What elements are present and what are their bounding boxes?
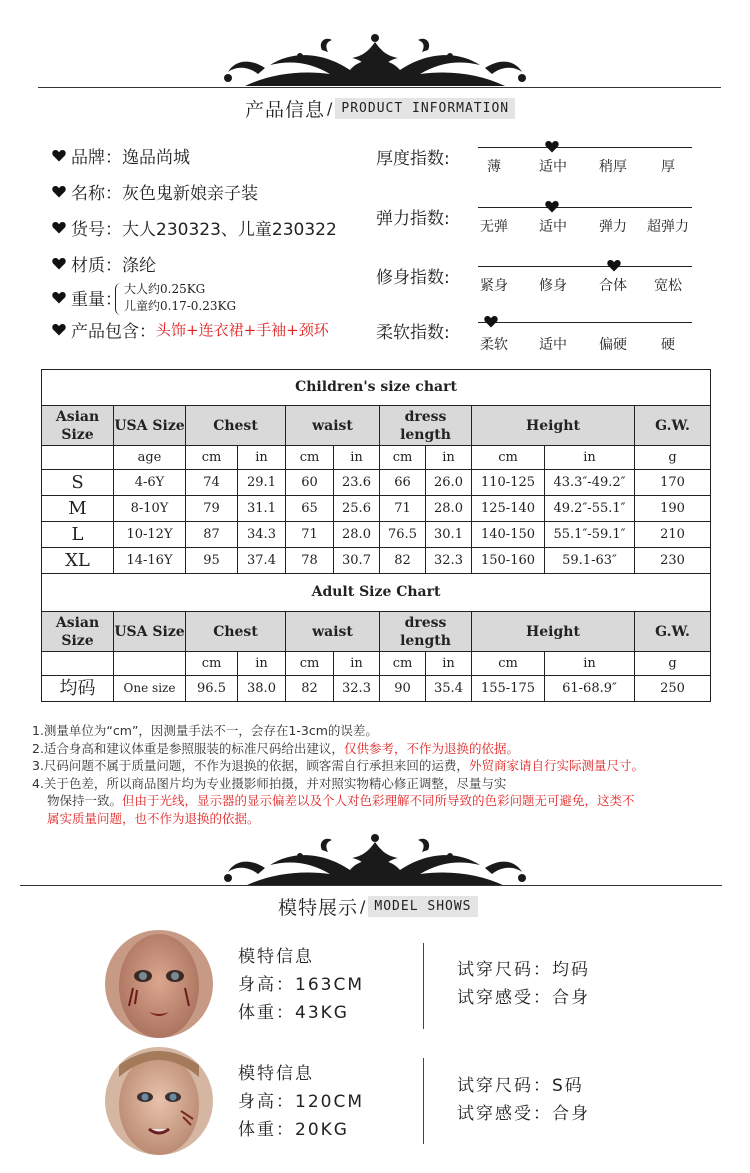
table-row <box>42 470 711 496</box>
elasticity-index-label: 弹力指数: <box>376 209 450 229</box>
table-cell: 38.0 <box>238 676 286 702</box>
fit-index-line <box>478 266 692 267</box>
note-4-red: 但由于光线，显示器的显示偏差以及个人对色彩理解不同所导致的色彩问题无可避免，这类不 <box>122 793 635 808</box>
table-cell: 125-140 <box>472 496 545 522</box>
table-cell: 59.1-63″ <box>545 548 635 574</box>
unit-cell: cm <box>186 652 238 676</box>
unit-cell: in <box>545 446 635 470</box>
table-cell: 8-10Y <box>114 496 186 522</box>
model-2-feel: 试穿感受：合身 <box>457 1104 590 1124</box>
table-cell: 170 <box>635 470 711 496</box>
thickness-option: 适中 <box>539 159 567 175</box>
note-3-red: 外贸商家请自行实际测量尺寸。 <box>468 758 644 773</box>
info-package <box>52 317 329 342</box>
thickness-index-line <box>478 147 692 148</box>
unit-cell: cm <box>286 652 334 676</box>
header-chest: Chest <box>186 612 286 652</box>
table-cell: 155-175 <box>472 676 545 702</box>
header-height: Height <box>472 406 635 446</box>
table-cell: 32.3 <box>334 676 380 702</box>
size-cell: M <box>42 496 114 522</box>
note-2-text: 2.适合身高和建议体重是参照服装的标准尺码给出建议， <box>32 740 344 756</box>
size-cell: L <box>42 522 114 548</box>
unit-cell: g <box>635 446 711 470</box>
softness-index-line <box>478 322 692 323</box>
model-2-info-title: 模特信息 <box>238 1064 314 1084</box>
model-1-height: 身高：163CM <box>238 975 364 995</box>
header-gw: G.W. <box>635 612 711 652</box>
header-asian-size: Asian Size <box>42 406 114 446</box>
thickness-option: 稍厚 <box>599 159 627 175</box>
model-1-info <box>238 943 364 1027</box>
table-cell: 78 <box>286 548 334 574</box>
elasticity-option: 弹力 <box>599 219 627 235</box>
table-cell: 79 <box>186 496 238 522</box>
table-cell: 4-6Y <box>114 470 186 496</box>
table-cell: 76.5 <box>380 522 426 548</box>
adult-units-row <box>42 652 711 676</box>
unit-cell <box>42 652 114 676</box>
table-cell: 65 <box>286 496 334 522</box>
info-sku <box>52 215 337 240</box>
unit-cell: cm <box>380 446 426 470</box>
unit-cell: cm <box>380 652 426 676</box>
elasticity-option: 适中 <box>539 219 567 235</box>
table-cell: 28.0 <box>334 522 380 548</box>
info-brand <box>52 143 190 168</box>
header-asian-size: Asian Size <box>42 612 114 652</box>
divider-line-bottom <box>20 885 722 886</box>
ornament-divider-top <box>0 30 750 100</box>
heart-icon <box>52 149 66 162</box>
note-2 <box>32 740 747 758</box>
unit-cell: in <box>334 652 380 676</box>
table-cell: 43.3″-49.2″ <box>545 470 635 496</box>
adult-size-chart-title: Adult Size Chart <box>42 574 711 612</box>
softness-index-label: 柔软指数: <box>376 323 450 343</box>
model-2-fit <box>457 1072 590 1128</box>
model-1-avatar <box>105 930 213 1038</box>
model-1-fit <box>457 956 590 1012</box>
weight-label: 重量： <box>71 290 122 310</box>
info-material <box>52 251 156 276</box>
table-cell: 96.5 <box>186 676 238 702</box>
unit-cell: in <box>426 446 472 470</box>
unit-cell: g <box>635 652 711 676</box>
softness-option: 柔软 <box>480 337 508 353</box>
header-usa-size: USA Size <box>114 612 186 652</box>
product-info-title-cn: 产品信息 <box>245 99 326 121</box>
heart-icon <box>52 323 66 336</box>
heart-icon <box>484 315 498 328</box>
model-2-height: 身高：120CM <box>238 1092 364 1112</box>
product-info-title-en: PRODUCT INFORMATION <box>335 98 515 119</box>
fit-option: 宽松 <box>654 278 682 294</box>
table-cell: 55.1″-59.1″ <box>545 522 635 548</box>
package-value: 头饰+连衣裙+手袖+颈环 <box>156 321 329 339</box>
model-2-info <box>238 1060 364 1144</box>
unit-cell: in <box>545 652 635 676</box>
unit-cell: cm <box>186 446 238 470</box>
size-chart-table <box>41 369 711 702</box>
product-info-heading: 产品信息 / PRODUCT INFORMATION <box>245 95 515 122</box>
elasticity-index-line <box>478 207 692 208</box>
elasticity-option: 无弹 <box>480 219 508 235</box>
header-dress-length: dress length <box>380 406 472 446</box>
children-units-row <box>42 446 711 470</box>
table-cell: 95 <box>186 548 238 574</box>
table-cell: 14-16Y <box>114 548 186 574</box>
size-cell: S <box>42 470 114 496</box>
unit-cell: in <box>334 446 380 470</box>
model-2-separator <box>423 1058 424 1144</box>
unit-cell: age <box>114 446 186 470</box>
header-dress-length: dress length <box>380 612 472 652</box>
fit-index-label: 修身指数: <box>376 268 450 288</box>
table-cell: 23.6 <box>334 470 380 496</box>
table-row <box>42 548 711 574</box>
table-cell: 82 <box>286 676 334 702</box>
heart-icon <box>607 259 621 272</box>
note-4-cont <box>32 792 747 810</box>
divider-line-top <box>38 87 721 88</box>
table-cell: 35.4 <box>426 676 472 702</box>
unit-cell: in <box>426 652 472 676</box>
thickness-option: 厚 <box>661 159 675 175</box>
size-cell: XL <box>42 548 114 574</box>
table-cell: 210 <box>635 522 711 548</box>
children-size-chart-title: Children's size chart <box>42 370 711 406</box>
elasticity-option: 超弹力 <box>647 219 689 235</box>
name-text: 名称：灰色鬼新娘亲子装 <box>71 184 258 204</box>
unit-cell: in <box>238 652 286 676</box>
weight-values <box>124 281 236 315</box>
table-cell: 71 <box>380 496 426 522</box>
note-4: 4.关于色差，所以商品图片均为专业摄影师拍摄，并对照实物精心修正调整，尽量与实 <box>32 775 507 791</box>
table-row <box>42 522 711 548</box>
note-4-red-end: 属实质量问题，也不作为退换的依据。 <box>47 810 260 826</box>
model-1-feel: 试穿感受：合身 <box>457 988 590 1008</box>
header-height: Height <box>472 612 635 652</box>
heart-icon <box>52 291 66 304</box>
sku-text: 货号：大人230323、儿童230322 <box>71 220 337 240</box>
size-cell: 均码 <box>42 676 114 702</box>
unit-cell: cm <box>472 446 545 470</box>
table-cell: 71 <box>286 522 334 548</box>
fit-option: 紧身 <box>480 278 508 294</box>
header-chest: Chest <box>186 406 286 446</box>
table-cell: 87 <box>186 522 238 548</box>
table-cell: 31.1 <box>238 496 286 522</box>
heart-icon <box>545 200 559 213</box>
table-cell: 61-68.9″ <box>545 676 635 702</box>
table-cell: 110-125 <box>472 470 545 496</box>
table-cell: 30.1 <box>426 522 472 548</box>
header-waist: waist <box>286 612 380 652</box>
heart-icon <box>52 185 66 198</box>
notes-block <box>32 722 747 827</box>
heart-icon <box>52 257 66 270</box>
table-cell: 66 <box>380 470 426 496</box>
model-1-size: 试穿尺码：均码 <box>457 960 590 980</box>
header-gw: G.W. <box>635 406 711 446</box>
table-cell: 10-12Y <box>114 522 186 548</box>
table-cell: 29.1 <box>238 470 286 496</box>
unit-cell <box>114 652 186 676</box>
info-weight <box>52 285 122 310</box>
model-shows-heading: 模特展示 / MODEL SHOWS <box>278 893 478 920</box>
softness-option: 适中 <box>539 337 567 353</box>
table-row <box>42 496 711 522</box>
table-row <box>42 676 711 702</box>
unit-cell: cm <box>286 446 334 470</box>
brand-text: 品牌：逸品尚城 <box>71 148 190 168</box>
material-text: 材质：涤纶 <box>71 256 156 276</box>
fit-option: 合体 <box>599 278 627 294</box>
table-cell: 30.7 <box>334 548 380 574</box>
table-cell: 26.0 <box>426 470 472 496</box>
info-name <box>52 179 258 204</box>
unit-cell: in <box>238 446 286 470</box>
package-label: 产品包含： <box>71 322 156 342</box>
fit-option: 修身 <box>539 278 567 294</box>
model-1-weight: 体重：43KG <box>238 1003 349 1023</box>
note-2-red: 仅供参考，不作为退换的依据。 <box>343 740 519 756</box>
model-2-weight: 体重：20KG <box>238 1120 349 1140</box>
note-1: 1.测量单位为“cm”，因测量手法不一，会存在1-3cm的误差。 <box>32 723 378 738</box>
thickness-option: 薄 <box>487 159 501 175</box>
table-cell: One size <box>114 676 186 702</box>
table-cell: 250 <box>635 676 711 702</box>
thickness-index-label: 厚度指数: <box>376 149 450 169</box>
note-3-text: 3.尺码问题不属于质量问题，不作为退换的依据，顾客需自行承担来回的运费， <box>32 758 469 773</box>
table-cell: 90 <box>380 676 426 702</box>
table-cell: 74 <box>186 470 238 496</box>
heart-icon <box>52 221 66 234</box>
table-cell: 34.3 <box>238 522 286 548</box>
weight-adult: 大人约0.25KG <box>124 282 206 296</box>
model-1-separator <box>423 943 424 1029</box>
table-cell: 150-160 <box>472 548 545 574</box>
table-cell: 230 <box>635 548 711 574</box>
unit-cell: cm <box>472 652 545 676</box>
softness-option: 偏硬 <box>599 337 627 353</box>
model-shows-title-en: MODEL SHOWS <box>368 896 477 917</box>
note-3 <box>32 757 747 775</box>
model-2-size: 试穿尺码：S码 <box>457 1076 584 1096</box>
table-cell: 140-150 <box>472 522 545 548</box>
table-cell: 49.2″-55.1″ <box>545 496 635 522</box>
softness-option: 硬 <box>661 337 675 353</box>
table-cell: 82 <box>380 548 426 574</box>
table-cell: 28.0 <box>426 496 472 522</box>
table-cell: 190 <box>635 496 711 522</box>
table-cell: 60 <box>286 470 334 496</box>
heart-icon <box>545 140 559 153</box>
note-4-text: 物保持一致。 <box>47 793 123 808</box>
model-1-info-title: 模特信息 <box>238 947 314 967</box>
table-cell: 32.3 <box>426 548 472 574</box>
table-cell: 25.6 <box>334 496 380 522</box>
ornament-divider-bottom <box>0 830 750 900</box>
header-usa-size: USA Size <box>114 406 186 446</box>
header-waist: waist <box>286 406 380 446</box>
unit-cell <box>42 446 114 470</box>
weight-child: 儿童约0.17-0.23KG <box>124 299 237 313</box>
table-cell: 37.4 <box>238 548 286 574</box>
model-2-avatar <box>105 1047 213 1155</box>
model-shows-title-cn: 模特展示 <box>278 897 359 919</box>
